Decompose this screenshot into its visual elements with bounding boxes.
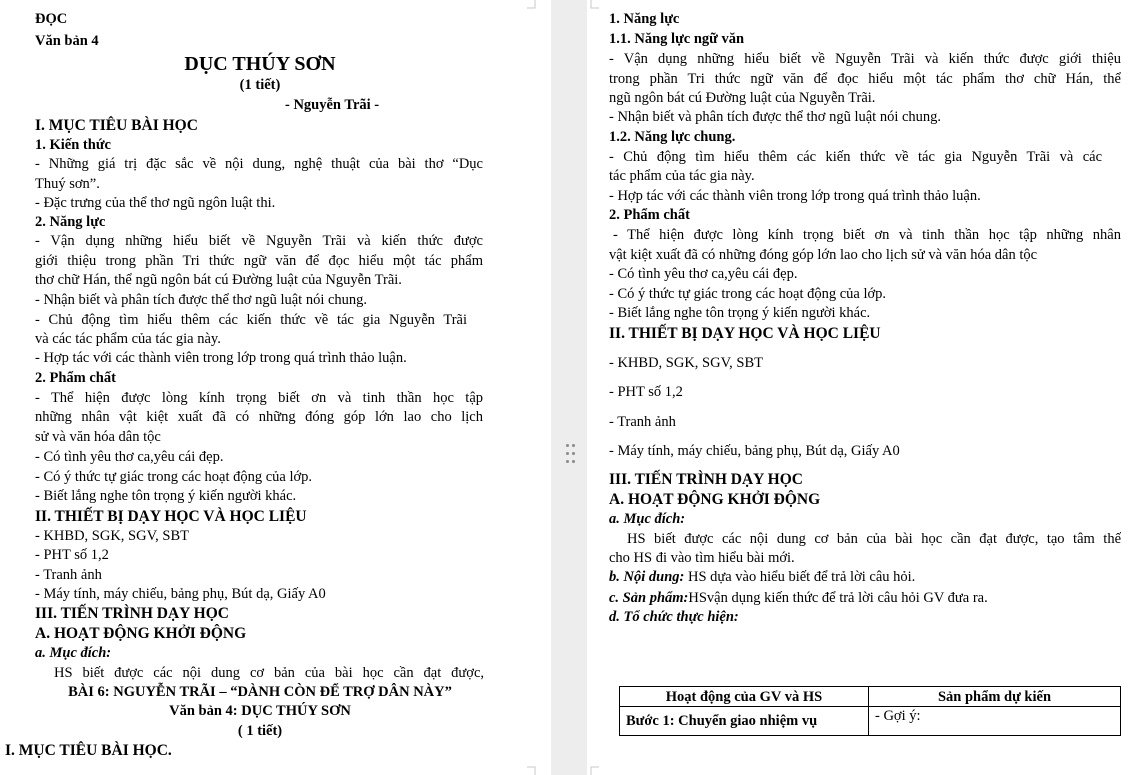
text-label: Văn bản 4 <box>35 33 99 49</box>
page-corner-mark <box>589 765 599 775</box>
paragraph-line: - KHBD, SGK, SGV, SBT <box>35 528 190 544</box>
subsection-heading: 1. Kiến thức <box>35 137 111 153</box>
section-heading: A. HOẠT ĐỘNG KHỞI ĐỘNG <box>35 625 247 642</box>
subsection-heading: 2. Phẩm chất <box>35 370 116 386</box>
document-title: DỤC THÚY SƠN <box>184 53 336 75</box>
paragraph-line: sử và văn hóa dân tộc <box>35 429 161 445</box>
item-heading: b. Nội dung: <box>609 569 685 585</box>
lesson-title: BÀI 6: NGUYỄN TRÃI – “DÀNH CÒN ĐỂ TRỢ DÂN NÀY” <box>68 684 452 700</box>
document-page-right <box>587 0 1137 775</box>
lesson-duration: ( 1 tiết) <box>237 723 283 739</box>
paragraph-line: Thuý sơn”. <box>35 176 100 192</box>
section-heading: II. THIẾT BỊ DẠY HỌC VÀ HỌC LIỆU <box>609 325 881 342</box>
paragraph-line: tác phẩm của tác gia này. <box>609 168 755 184</box>
item-heading: a. Mục đích: <box>35 645 112 661</box>
paragraph-line: - Có ý thức tự giác trong các hoạt động của lớp. <box>609 286 887 302</box>
document-page-left <box>0 0 551 775</box>
paragraph-text: HS dựa vào hiểu biết để trả lời câu hỏi. <box>684 569 916 585</box>
table-cell: - Gợi ý: <box>869 707 1121 736</box>
paragraph-line: - Nhận biết và phân tích được thể thơ ngũ luật nói chung. <box>35 292 368 308</box>
paragraph-line: - Chủ động tìm hiểu thêm các kiến thức về tác gia Nguyễn Trãi và các <box>609 149 1102 165</box>
paragraph-line <box>609 568 915 587</box>
heading-doc: ĐỌC <box>35 11 68 27</box>
paragraph-line: - Có tình yêu thơ ca,yêu cái đẹp. <box>609 266 798 282</box>
paragraph-line: - Hợp tác với các thành viên trong lớp trong quá trình thảo luận. <box>35 350 407 366</box>
page-corner-mark <box>589 0 599 10</box>
item-heading: a. Mục đích: <box>609 511 686 527</box>
lesson-duration: (1 tiết) <box>239 77 281 93</box>
paragraph-line: - Máy tính, máy chiếu, bảng phụ, Bút dạ, Giấy A0 <box>609 443 900 459</box>
section-heading: I. MỤC TIÊU BÀI HỌC. <box>5 742 172 759</box>
page-splitter-handle[interactable] <box>566 444 576 468</box>
paragraph-line: - PHT số 1,2 <box>609 384 683 400</box>
activity-table <box>619 686 1121 736</box>
section-heading: II. THIẾT BỊ DẠY HỌC VÀ HỌC LIỆU <box>35 508 307 525</box>
paragraph-line: giới thiệu trong phần Tri thức ngữ văn để đọc hiểu một tác phẩm <box>35 253 483 269</box>
paragraph-line <box>609 589 988 608</box>
section-heading: A. HOẠT ĐỘNG KHỞI ĐỘNG <box>609 491 821 508</box>
paragraph-line: và các tác phẩm của tác gia này. <box>35 331 221 347</box>
paragraph-line: - KHBD, SGK, SGV, SBT <box>609 355 764 371</box>
paragraph-line: - Tranh ảnh <box>35 567 102 583</box>
paragraph-line: ngũ ngôn bát cú Đường luật của Nguyễn Trãi. <box>609 90 876 106</box>
paragraph-line: - Biết lắng nghe tôn trọng ý kiến người khác. <box>609 305 871 321</box>
paragraph-line: - Tranh ảnh <box>609 414 676 430</box>
paragraph-line: vật kiệt xuất đã có những đóng góp lớn lao cho lịch sử và văn hóa dân tộc <box>609 247 1038 263</box>
paragraph-line: - Vận dụng những hiểu biết về Nguyễn Trãi và kiến thức được <box>35 233 483 249</box>
paragraph-line: - Máy tính, máy chiếu, bảng phụ, Bút dạ, Giấy A0 <box>35 586 326 602</box>
paragraph-line: trong phần Tri thức ngữ văn để đọc hiểu một tác phẩm thơ chữ Hán, thể <box>609 71 1121 87</box>
table-header-row <box>620 687 1121 707</box>
paragraph-text: HSvận dụng kiến thức để trả lời câu hỏi GV đưa ra. <box>688 590 988 606</box>
paragraph-line: những nhân vật kiệt xuất đã có những đóng góp lớn lao cho lịch <box>35 409 483 425</box>
paragraph-line: - Nhận biết và phân tích được thể thơ ngũ luật nói chung. <box>609 109 942 125</box>
paragraph-line: cho HS đi vào tìm hiểu bài mới. <box>609 550 795 566</box>
paragraph-line: - PHT số 1,2 <box>35 547 109 563</box>
paragraph-line: HS biết được các nội dung cơ bản của bài học cần đạt được, tạo tâm thế <box>627 531 1121 547</box>
table-header-cell: Hoạt động của GV và HS <box>620 687 869 707</box>
paragraph-line: - Hợp tác với các thành viên trong lớp trong quá trình thảo luận. <box>609 188 981 204</box>
paragraph-line: - Biết lắng nghe tôn trọng ý kiến người khác. <box>35 488 297 504</box>
table-cell: Bước 1: Chuyển giao nhiệm vụ <box>620 707 869 736</box>
subsection-heading: 2. Năng lực <box>35 214 106 230</box>
section-heading: I. MỤC TIÊU BÀI HỌC <box>35 117 198 134</box>
paragraph-line: - Chủ động tìm hiểu thêm các kiến thức về tác gia Nguyễn Trãi <box>35 312 467 328</box>
subsection-heading: 1. Năng lực <box>609 11 680 27</box>
paragraph-line: - Có tình yêu thơ ca,yêu cái đẹp. <box>35 449 224 465</box>
paragraph-line: - Đặc trưng của thể thơ ngũ ngôn luật thi. <box>35 195 276 211</box>
subsection-heading: 1.1. Năng lực ngữ văn <box>609 31 745 47</box>
table-row <box>620 707 1121 736</box>
paragraph-line: - Thể hiện được lòng kính trọng biết ơn và tinh thần học tập <box>35 390 483 406</box>
item-heading: d. Tổ chức thực hiện: <box>609 609 739 625</box>
section-heading: III. TIẾN TRÌNH DẠY HỌC <box>35 605 229 622</box>
subsection-heading: 1.2. Năng lực chung. <box>609 129 736 145</box>
paragraph-line: thơ chữ Hán, thể ngũ ngôn bát cú Đường luật của Nguyễn Trãi. <box>35 272 402 288</box>
paragraph-line: - Có ý thức tự giác trong các hoạt động của lớp. <box>35 469 313 485</box>
paragraph-line: - Vận dụng những hiểu biết về Nguyễn Trãi và kiến thức được giới thiệu <box>609 51 1121 67</box>
page-corner-mark <box>527 0 537 10</box>
paragraph-line: HS biết được các nội dung cơ bản của bài học cần đạt được, <box>54 665 484 681</box>
text-title: Văn bản 4: DỤC THÚY SƠN <box>169 703 351 719</box>
paragraph-line: - Thể hiện được lòng kính trọng biết ơn và tinh thần học tập những nhân <box>613 227 1121 243</box>
author-line: - Nguyễn Trãi - <box>285 97 380 113</box>
page-corner-mark <box>527 765 537 775</box>
item-heading: c. Sản phẩm: <box>609 590 689 606</box>
subsection-heading: 2. Phẩm chất <box>609 207 690 223</box>
section-heading: III. TIẾN TRÌNH DẠY HỌC <box>609 471 803 488</box>
paragraph-line: - Những giá trị đặc sắc về nội dung, nghệ thuật của bài thơ “Dục <box>35 156 483 172</box>
table-header-cell: Sản phẩm dự kiến <box>869 687 1121 707</box>
